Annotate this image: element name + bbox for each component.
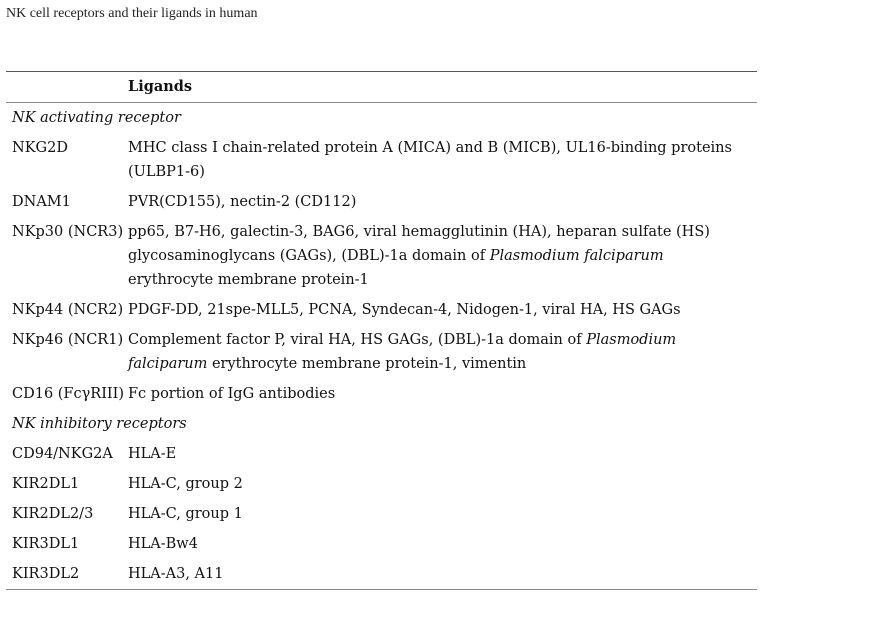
receptor-ligand-table-container <box>6 71 757 590</box>
ligand-species-text: Plasmodium falciparum <box>128 332 677 372</box>
ligand-cell <box>122 439 757 469</box>
section-title: NK activating receptor <box>12 110 181 126</box>
receptor-cell: NKG2D <box>12 140 68 156</box>
ligand-cell <box>122 559 757 590</box>
header-ligands: Ligands <box>128 78 193 95</box>
ligand-cell <box>122 379 757 409</box>
table-row <box>6 469 757 499</box>
receptor-cell: CD94/NKG2A <box>12 446 113 462</box>
receptor-cell: KIR3DL2 <box>12 566 80 582</box>
table-row <box>6 133 757 187</box>
receptor-ligand-table <box>6 71 757 590</box>
ligand-text: Complement factor P, viral HA, HS GAGs, (DBL)-1a domain of <box>128 332 587 348</box>
receptor-cell: NKp44 (NCR2) <box>12 302 124 318</box>
table-row <box>6 529 757 559</box>
table-row <box>6 217 757 295</box>
ligand-text: Fc portion of IgG antibodies <box>128 386 336 402</box>
table-row <box>6 187 757 217</box>
table-row <box>6 439 757 469</box>
section-row <box>6 409 757 439</box>
table-body <box>6 103 757 590</box>
ligand-cell <box>122 133 757 187</box>
receptor-cell: KIR2DL2/3 <box>12 506 94 522</box>
section-row <box>6 103 757 134</box>
header-receptor <box>6 72 122 103</box>
ligand-text: HLA-E <box>128 446 177 462</box>
table-row <box>6 325 757 379</box>
section-title: NK inhibitory receptors <box>12 416 187 432</box>
table-caption: NK cell receptors and their ligands in human <box>6 6 258 21</box>
ligand-cell <box>122 529 757 559</box>
ligand-text: erythrocyte membrane protein-1 <box>128 272 369 288</box>
ligand-cell <box>122 469 757 499</box>
table-row <box>6 379 757 409</box>
ligand-text: HLA-A3, A11 <box>128 566 224 582</box>
table-row <box>6 499 757 529</box>
receptor-cell: CD16 (FcγRIII) <box>12 386 125 402</box>
ligand-cell <box>122 295 757 325</box>
ligand-text: PVR(CD155), nectin-2 (CD112) <box>128 194 357 210</box>
ligand-text: erythrocyte membrane protein-1, vimentin <box>207 356 527 372</box>
ligand-cell <box>122 325 757 379</box>
ligand-cell <box>122 187 757 217</box>
receptor-cell: KIR3DL1 <box>12 536 80 552</box>
ligand-text: HLA-C, group 2 <box>128 476 243 492</box>
ligand-text: MHC class I chain-related protein A (MICA) and B (MICB), UL16-binding proteins (ULBP1-6) <box>128 140 732 180</box>
table-header-row <box>6 72 757 103</box>
ligand-text: HLA-Bw4 <box>128 536 198 552</box>
ligand-text: pp65, B7-H6, galectin-3, BAG6, viral hemagglutinin (HA), heparan sulfate (HS) glycosaminoglycans (GAGs), (DBL)-1a domain of <box>128 224 710 264</box>
ligand-species-text: Plasmodium falciparum <box>489 248 664 264</box>
table-row <box>6 295 757 325</box>
receptor-cell: NKp30 (NCR3) <box>12 224 124 240</box>
ligand-text: HLA-C, group 1 <box>128 506 243 522</box>
receptor-cell: NKp46 (NCR1) <box>12 332 124 348</box>
receptor-cell: DNAM1 <box>12 194 71 210</box>
receptor-cell: KIR2DL1 <box>12 476 80 492</box>
ligand-cell <box>122 217 757 295</box>
table-row <box>6 559 757 590</box>
ligand-text: PDGF-DD, 21spe-MLL5, PCNA, Syndecan-4, Nidogen-1, viral HA, HS GAGs <box>128 302 681 318</box>
ligand-cell <box>122 499 757 529</box>
